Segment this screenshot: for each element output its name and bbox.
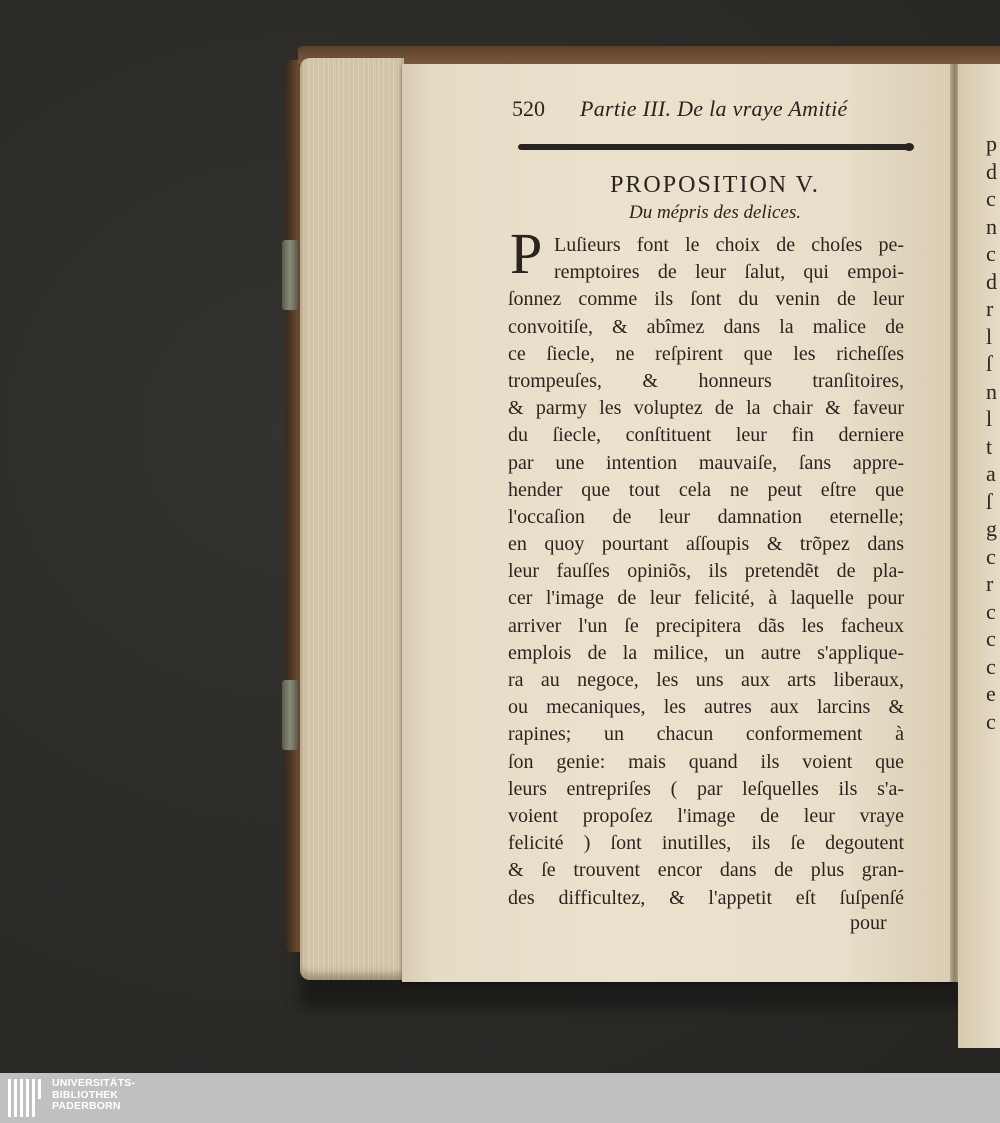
logo-bar bbox=[8, 1079, 11, 1117]
text-line: ſon genie: mais quand ils voient que bbox=[508, 750, 904, 773]
facing-page-letter: g bbox=[986, 516, 997, 541]
text-line: rapines; un chacun conformement à bbox=[508, 723, 904, 746]
facing-page-letter: c bbox=[986, 241, 996, 266]
text-line: par une intention mauvaiſe, ſans appre- bbox=[508, 451, 904, 474]
facing-page-letter: n bbox=[986, 378, 997, 404]
facing-page-letter: l bbox=[986, 323, 993, 349]
text-line: felicité ) ſont inutilles, ils ſe degoutent bbox=[508, 832, 904, 855]
text-line: ce ſiecle, ne reſpirent que les richeſſes bbox=[508, 342, 904, 365]
page-number: 520 bbox=[512, 96, 545, 121]
page-stack-edge bbox=[300, 58, 404, 980]
section-subtitle: Du mépris des delices. bbox=[628, 202, 802, 223]
library-logo-text bbox=[52, 1078, 135, 1113]
facing-page-letter: e bbox=[986, 681, 996, 706]
facing-page-edge bbox=[958, 64, 1000, 1048]
text-line: leur fauſſes opiniõs, ils pretendẽt de pla- bbox=[508, 560, 904, 583]
drop-cap: P bbox=[510, 221, 543, 286]
logo-bar bbox=[20, 1079, 23, 1117]
clasp-lower bbox=[282, 680, 298, 750]
text-line: & ſe trouvent encor dans de plus gran- bbox=[508, 859, 904, 882]
logo-bar bbox=[32, 1079, 35, 1117]
facing-page-letter: ſ bbox=[986, 351, 993, 376]
logo-line: BIBLIOTHEK bbox=[52, 1088, 119, 1101]
logo-line: PADERBORN bbox=[52, 1100, 121, 1112]
text-line: ſonnez comme ils ſont du venin de leur bbox=[508, 288, 904, 311]
facing-page-letter: c bbox=[986, 598, 996, 624]
text-line: Luſieurs font le choix de choſes pe- bbox=[554, 234, 904, 256]
facing-page-letter: r bbox=[986, 571, 994, 596]
facing-page-letter: r bbox=[986, 296, 994, 321]
text-line: remptoires de leur ſalut, qui empoi- bbox=[554, 261, 904, 284]
footer-bar bbox=[0, 1073, 1000, 1123]
facing-page-letter: n bbox=[986, 213, 997, 239]
logo-line: UNIVERSITÄTS- bbox=[52, 1077, 136, 1089]
facing-page-letter: t bbox=[986, 433, 993, 459]
facing-page-letter: d bbox=[986, 158, 997, 184]
facing-page-letter: l bbox=[986, 406, 993, 431]
logo-bar bbox=[38, 1079, 41, 1099]
logo-bar bbox=[14, 1079, 17, 1117]
text-line: ou mecaniques, les autres aux larcins & bbox=[508, 696, 904, 719]
facing-page-letter: c bbox=[986, 653, 996, 679]
text-line: voient propoſez l'image de leur vraye bbox=[508, 804, 904, 827]
text-line: arriver l'un ſe precipitera dãs les facheux bbox=[508, 614, 904, 637]
running-head bbox=[512, 96, 882, 128]
facing-page-letter: c bbox=[986, 708, 996, 734]
text-line: du ſiecle, conſtituent leur fin derniere bbox=[508, 424, 904, 447]
header-rule bbox=[518, 144, 908, 150]
text-line: en quoy pourtant aſſoupis & trõpez dans bbox=[508, 533, 904, 556]
logo-bar bbox=[26, 1079, 29, 1117]
clasp-upper bbox=[282, 240, 298, 310]
text-line: hender que tout cela ne peut eſtre que bbox=[508, 478, 904, 501]
text-line: ra au negoce, les uns aux arts liberaux, bbox=[508, 669, 904, 691]
text-line: trompeuſes, & honneurs tranſitoires, bbox=[508, 369, 904, 392]
body-text bbox=[508, 232, 904, 912]
text-line: l'occaſion de leur damnation eternelle; bbox=[508, 505, 904, 528]
facing-page-letter: p bbox=[986, 131, 997, 156]
facing-page-letter: c bbox=[986, 626, 996, 651]
catchword: pour bbox=[850, 912, 887, 934]
section-title: PROPOSITION V. bbox=[610, 172, 820, 198]
text-line: leurs entrepriſes ( par leſquelles ils s'a- bbox=[508, 777, 904, 800]
text-line: & parmy les voluptez de la chair & faveur bbox=[508, 397, 904, 420]
running-head-title: Partie III. De la vraye Amitié bbox=[580, 96, 848, 121]
facing-page-letter: c bbox=[986, 543, 996, 569]
facing-page-letter: d bbox=[986, 268, 997, 294]
text-line: cer l'image de leur felicité, à laquelle pour bbox=[508, 587, 904, 610]
facing-page-letter: a bbox=[986, 461, 996, 486]
text-line: convoitiſe, & abîmez dans la malice de bbox=[508, 315, 904, 338]
library-logo-icon bbox=[8, 1079, 46, 1117]
text-line: des difficultez, & l'appetit eſt ſuſpenſé bbox=[508, 886, 904, 909]
facing-page-letter: c bbox=[986, 186, 996, 211]
text-line: emplois de la milice, un autre s'applique- bbox=[508, 641, 904, 664]
facing-page-letter: ſ bbox=[986, 488, 993, 514]
